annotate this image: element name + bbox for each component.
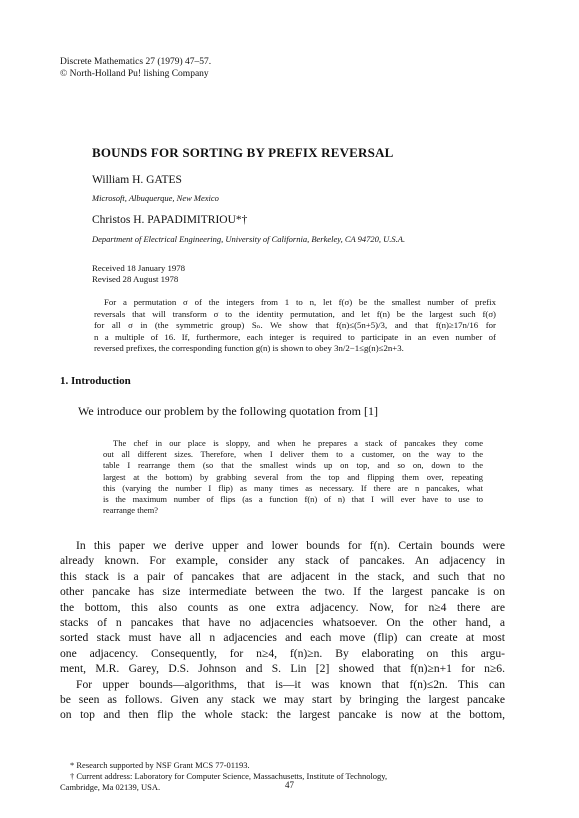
abstract-line: for all σ in (the symmetric group) Sₙ. We show that f(n)≤(5n+5)/3, and that f(n)≥17n/16 for [94, 320, 496, 331]
body-text [60, 538, 505, 723]
footnote: † Current address: Laboratory for Computer Science, Massachusetts, Institute of Technology, [70, 771, 388, 781]
paper-title: BOUNDS FOR SORTING BY PREFIX REVERSAL [92, 145, 394, 160]
author-name-2: Christos H. PAPADIMITRIOU*† [92, 214, 248, 226]
journal-header [60, 56, 211, 80]
quote-line: rearrange them? [103, 505, 158, 516]
intro-sentence: We introduce our problem by the following quotation from [1] [78, 404, 378, 418]
footnote: * Research supported by NSF Grant MCS 77-01193. [70, 760, 250, 770]
footnote: Cambridge, Ma 02139, USA. [60, 782, 161, 792]
abstract [94, 297, 496, 355]
quote-line: out all different sizes. Therefore, when I deliver them to a customer, on the way to the [103, 449, 483, 460]
body-line: the bottom, this also counts as one extra adjacency. Now, for n≥4 there are [60, 600, 505, 614]
body-line: In this paper we derive upper and lower bounds for f(n). Certain bounds were [76, 539, 505, 552]
quote-line: table I rearrange them (so that the smallest winds up on top, and so on, down to the [103, 460, 483, 471]
revised-date: Revised 28 August 1978 [92, 274, 179, 284]
journal-publisher: © North-Holland Pu! lishing Company [60, 69, 209, 79]
body-line: already known. For example, consider any stack of pancakes. An adjacency in [60, 554, 505, 568]
abstract-line: n a multiple of 16. If, furthermore, each integer is required to participate in an even number of [94, 331, 496, 342]
abstract-line: For a permutation σ of the integers from 1 to n, let f(σ) be the smallest number of prefix [104, 297, 496, 307]
quote-line: is the maximum number of flips (as a function f(n) of n) that I will ever have to use to [103, 494, 483, 505]
dates-block [92, 263, 185, 285]
body-line: sorted stack must have all n adjacencies and each move (flip) can create at most [60, 631, 505, 645]
author-affiliation-1: Microsoft, Albuquerque, New Mexico [92, 193, 219, 203]
body-line: one adjacency. Consequently, for n≥4, f(n)≥n. By elaborating on this argu- [60, 646, 505, 660]
body-line: For upper bounds—algorithms, that is—it was known that f(n)≤2n. This can [76, 677, 505, 691]
abstract-line: reversed prefixes, the corresponding function g(n) is shown to obey 3n/2−1≤g(n)≤2n+3. [94, 343, 404, 354]
author-name-1: William H. GATES [92, 174, 182, 186]
abstract-line: reversals that will transform σ to the identity permutation, and let f(n) be the largest such f(σ) [94, 308, 496, 319]
author-affiliation-2: Department of Electrical Engineering, University of California, Berkeley, CA 94720, U.S.A. [92, 234, 406, 244]
quote-line: The chef in our place is sloppy, and when he prepares a stack of pancakes they come [113, 438, 483, 448]
body-line: stacks of n pancakes that have no adjacencies whatsoever. On the other hand, a [60, 616, 505, 630]
body-line: be seen as follows. Given any stack we may start by bringing the largest pancake [60, 693, 505, 707]
body-line: this stack is a pair of pancakes that are adjacent in the stack, and such that no [60, 569, 505, 583]
quotation [103, 438, 483, 516]
body-line: ment, M.R. Garey, D.S. Johnson and S. Lin [2] showed that f(n)≥n+1 for n≥6. [60, 662, 505, 676]
received-date: Received 18 January 1978 [92, 263, 186, 273]
section-heading: 1. Introduction [60, 375, 131, 387]
body-line: on top and then flip the whole stack: the largest pancake is now at the bottom, [60, 708, 505, 722]
body-line: other pancake has size intermediate between the two. If the largest pancake is on [60, 585, 505, 599]
page-number: 47 [285, 780, 294, 790]
quote-line: this (varying the number I flip) as many times as necessary. If there are n pancakes, what [103, 482, 483, 493]
quote-line: largest at the bottom) by grabbing several from the top and flipping them over, repeating [103, 471, 483, 482]
journal-citation: Discrete Mathematics 27 (1979) 47–57. [60, 57, 212, 67]
